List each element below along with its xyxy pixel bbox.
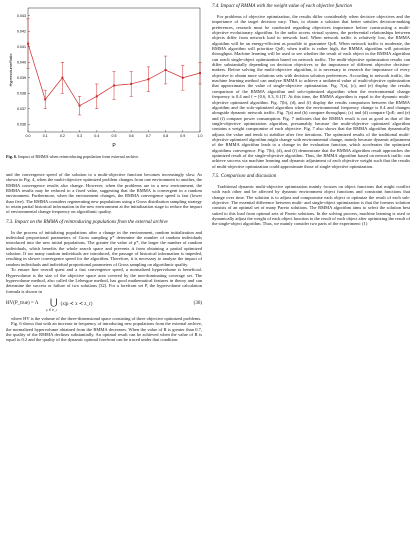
left-column bbox=[6, 172, 202, 343]
data-point bbox=[130, 83, 132, 85]
right-paragraph-2: Traditional dynamic multi-objective optimization mainly focuses on object functions that might conflict with each other and be affected by dynamic environment object functions and constraint functions that change over time. The solution is to adjust and compromise each object to optimize the result of each sub-objective. The essential difference between multi- and single-object optimization is that the formers solution consists of an optimal set of many Pareto solutions. The RMMA algorithm aims to select the solution best suited to this load from optimal sets of Pareto solutions. In the solving process, machine learning is used to dynamically adjust the weight of each object function to the result of each object after optimizing the result of the single-object algorithm. Thus, we mainly consider two parts of the experiment: (1) bbox=[212, 183, 410, 227]
data-point bbox=[44, 98, 46, 100]
section-heading-7-3: 7.3. Impact on the RMMA of reintroducing populations from the external archive bbox=[6, 219, 168, 225]
y-tick-label: 0.042 bbox=[17, 29, 26, 34]
x-tick-label: 0.1 bbox=[42, 134, 48, 138]
y-axis-label: HypervolumeRatio bbox=[8, 53, 13, 87]
figure-caption-label: Fig. 6. bbox=[6, 154, 18, 159]
figure-caption-text: Impact of RMMA when reintroducing population from external archive. bbox=[18, 154, 140, 159]
data-point bbox=[147, 78, 149, 80]
equation-36 bbox=[6, 296, 202, 314]
left-paragraph-2: In the process of initializing populations after a change in the environment, random initialization and individual proportional parameters of Gross sampling p* determine the number of random individuals introduced into the new initial populations. The greater the value of p*, the larger the number of random individuals, which benefits the whole search space and prevents it from obtaining a partial optimized solution. If too many random individuals are introduced, the passage of historical information is impeded, resulting in slower convergence speed for the algorithm. Therefore, it is necessary to analyze the impact of random individuals and individual proportional parameters of Gross sampling on algorithmic quality. bbox=[6, 229, 202, 267]
y-tick-label: 0.039 bbox=[17, 76, 26, 81]
x-tick-label: 0.7 bbox=[145, 134, 151, 138]
plot-frame bbox=[28, 8, 200, 132]
figure-6 bbox=[6, 2, 206, 192]
y-tick-label: 0.038 bbox=[17, 91, 26, 96]
section-heading-7-5: 7.5. Comparison and discussion bbox=[212, 173, 277, 179]
x-axis-label: P bbox=[112, 143, 116, 149]
x-tick-label: 1.0 bbox=[197, 134, 203, 138]
x-tick-label: 0.8 bbox=[163, 134, 169, 138]
data-point bbox=[165, 69, 167, 71]
equation-subscript: p ∈ P_t bbox=[46, 307, 57, 312]
y-tick-label: 0.041 bbox=[17, 45, 26, 50]
equation-lhs: HV(P_true) = Λ bbox=[6, 300, 39, 306]
x-tick-label: 0.9 bbox=[180, 134, 186, 138]
x-tick-label: 0.6 bbox=[128, 134, 134, 138]
figure-caption bbox=[6, 154, 206, 159]
x-tick-label: 0.2 bbox=[59, 134, 65, 138]
y-tick-label: 0.036 bbox=[17, 122, 26, 127]
x-tick-label: 0.4 bbox=[94, 134, 100, 138]
data-point bbox=[27, 43, 29, 45]
equation-rhs: {x|p ≺ x ≺ z_r} bbox=[60, 301, 94, 307]
x-tick-label: 0.3 bbox=[77, 134, 83, 138]
left-paragraph-3: To ensure fine overall quest and a fast convergence speed, a normalized hypervolume is beneficial. Hypervolume is the size of the objective space area covered by the non-dominating coverage set. The hypervolume method, also called the Lebesgue method, has good mathematical features in theory and can determine the success or failure of two solutions [32]. For a forefront set P, the hypervolume calculation formula is shown in bbox=[6, 267, 202, 294]
y-tick-label: 0.043 bbox=[17, 14, 26, 19]
data-point bbox=[199, 72, 201, 74]
data-point bbox=[79, 105, 81, 107]
right-column bbox=[212, 4, 410, 227]
left-paragraph-5: Fig. 6 shows that with an increase in frequency of introducing new populations from the external archive, the normalized hypervolume obtained from the RMMA decreases. When the value of R is greater than 0.7, the quality of the RMMA declines substantially. An optimal result can be achieved when the value of R is equal to 0.2 and the quality of the dynamic optimal forefront can be traced under that condition. bbox=[6, 321, 202, 343]
data-point bbox=[96, 95, 98, 97]
data-point bbox=[182, 77, 184, 79]
equation-union: ⋃ bbox=[50, 296, 58, 307]
left-paragraph-1: and the convergence speed of the solution to a multi-objective function becomes increasingly slow. As shown in Fig. 4, when the multi-objective optimized problem changes from one environment to another, the RMMA convergence results also change. However, when the problems are in a new environment, the RMMA results may be reduced to a fixed value, suggesting that the RMMA is convergent in a random environment. Furthermore, when the environment changes, the RMMA convergence speed is fast (lower than five). The RMMA considers regenerating new populations using a Gross distribution sampling strategy to retain partial historical information in the new environment at the initialization stage to reduce the impact of environmental change frequency on algorithmic quality. bbox=[6, 172, 202, 215]
data-point bbox=[61, 77, 63, 79]
section-heading-7-4: 7.4. Impact of RMMA with the weight value of each objective function bbox=[212, 4, 353, 9]
x-tick-label: 0.0 bbox=[25, 134, 31, 138]
x-axis-ticks bbox=[26, 130, 203, 138]
error-bars bbox=[26, 19, 201, 115]
y-tick-label: 0.037 bbox=[17, 107, 26, 112]
left-paragraph-4: where HV is the volume of the three-dimensional space consisting of three objective optimized problems. bbox=[11, 315, 202, 321]
y-tick-label: 0.040 bbox=[17, 60, 26, 65]
right-paragraph-1: For problems of objective optimization, the results differ considerably when decisive objectives and the importance of the target decision vary. Thus, to obtain a solution that better satisfies decision-making preferences, research must be conducted regarding objectives importance before constructing a multi-objective evolutionary algorithm. In the radio access virtual system, the preferential relationships between objects differ from network load to network load. When network traffic is relatively low, the RMMA algorithm will be an energy-efficient as possible to guarantee QoE. When network traffic is moderate, the RMMA algorithm will prioritize QoE; when traffic is rather high, the RMMA algorithm will prioritize throughput. Machine learning will be used to see whether the result of each object in the RMMA algorithm can reach single-object optimization based on network traffic. The multi-objective optimization results can differ substantially depending on decision objectives or the importance of different objective decision-makers. Before solving the multi-objective algorithm, it is necessary to research the importance of every objective to obtain more solutions sets with decision solution preferences. According to network traffic, the machine learning method can analyze RMMA to achieve a unilateral value of multi-objective optimization that approximates the value of single-objective optimization. Fig. 7(a), (c), and (e) display the results comparison of the RMMA algorithm and solo-optimized algorithm when the environmental change frequency is 0.4 and f = [0.6, 0.3, 0.1]T. At this time, the RMMA algorithm is equal to the dynamic multi-objective optimized algorithm. Fig. 7(b), (d), and (f) display the results comparison between the RMMA algorithm and the solo-optimized algorithm when the environmental frequency change is 0.4 and changes alongside dynamic network traffic. Fig. 7(a) and (b) compare throughput; (c) and (d) compare QoE; and (e) and (f) compare power consumption. Fig. 7 indicates that the RMMA result is not as good as that of the single-objective optimization algorithm, presumably because the multi-objective optimized algorithm contains a weight compromise of each objective. Fig. 7 also shows that the RMMA algorithm dynamically adjusts the value and tends to stabilize after five iterations. The optimized results of the traditional multi-objective optimized algorithm might change with environmental change, mainly because dynamic adjustment of the RMMA algorithm leads to a change in the evaluation function, which accelerates the optimized algorithms convergence. Fig. 7(b), (d), and (f) demonstrate that the RMMA algorithm result approaches the optimized result of the single-objective algorithm. Thus, the RMMA algorithm based on network traffic can achieve success via machine learning and dynamic adjustment of each objective weight such that the results of multi-objective optimization could approximate those of single-objective optimization. bbox=[212, 14, 410, 169]
data-point bbox=[113, 85, 115, 87]
equation-number: (36) bbox=[193, 300, 202, 306]
hypervolume-chart bbox=[6, 2, 206, 152]
x-tick-label: 0.5 bbox=[111, 134, 117, 138]
